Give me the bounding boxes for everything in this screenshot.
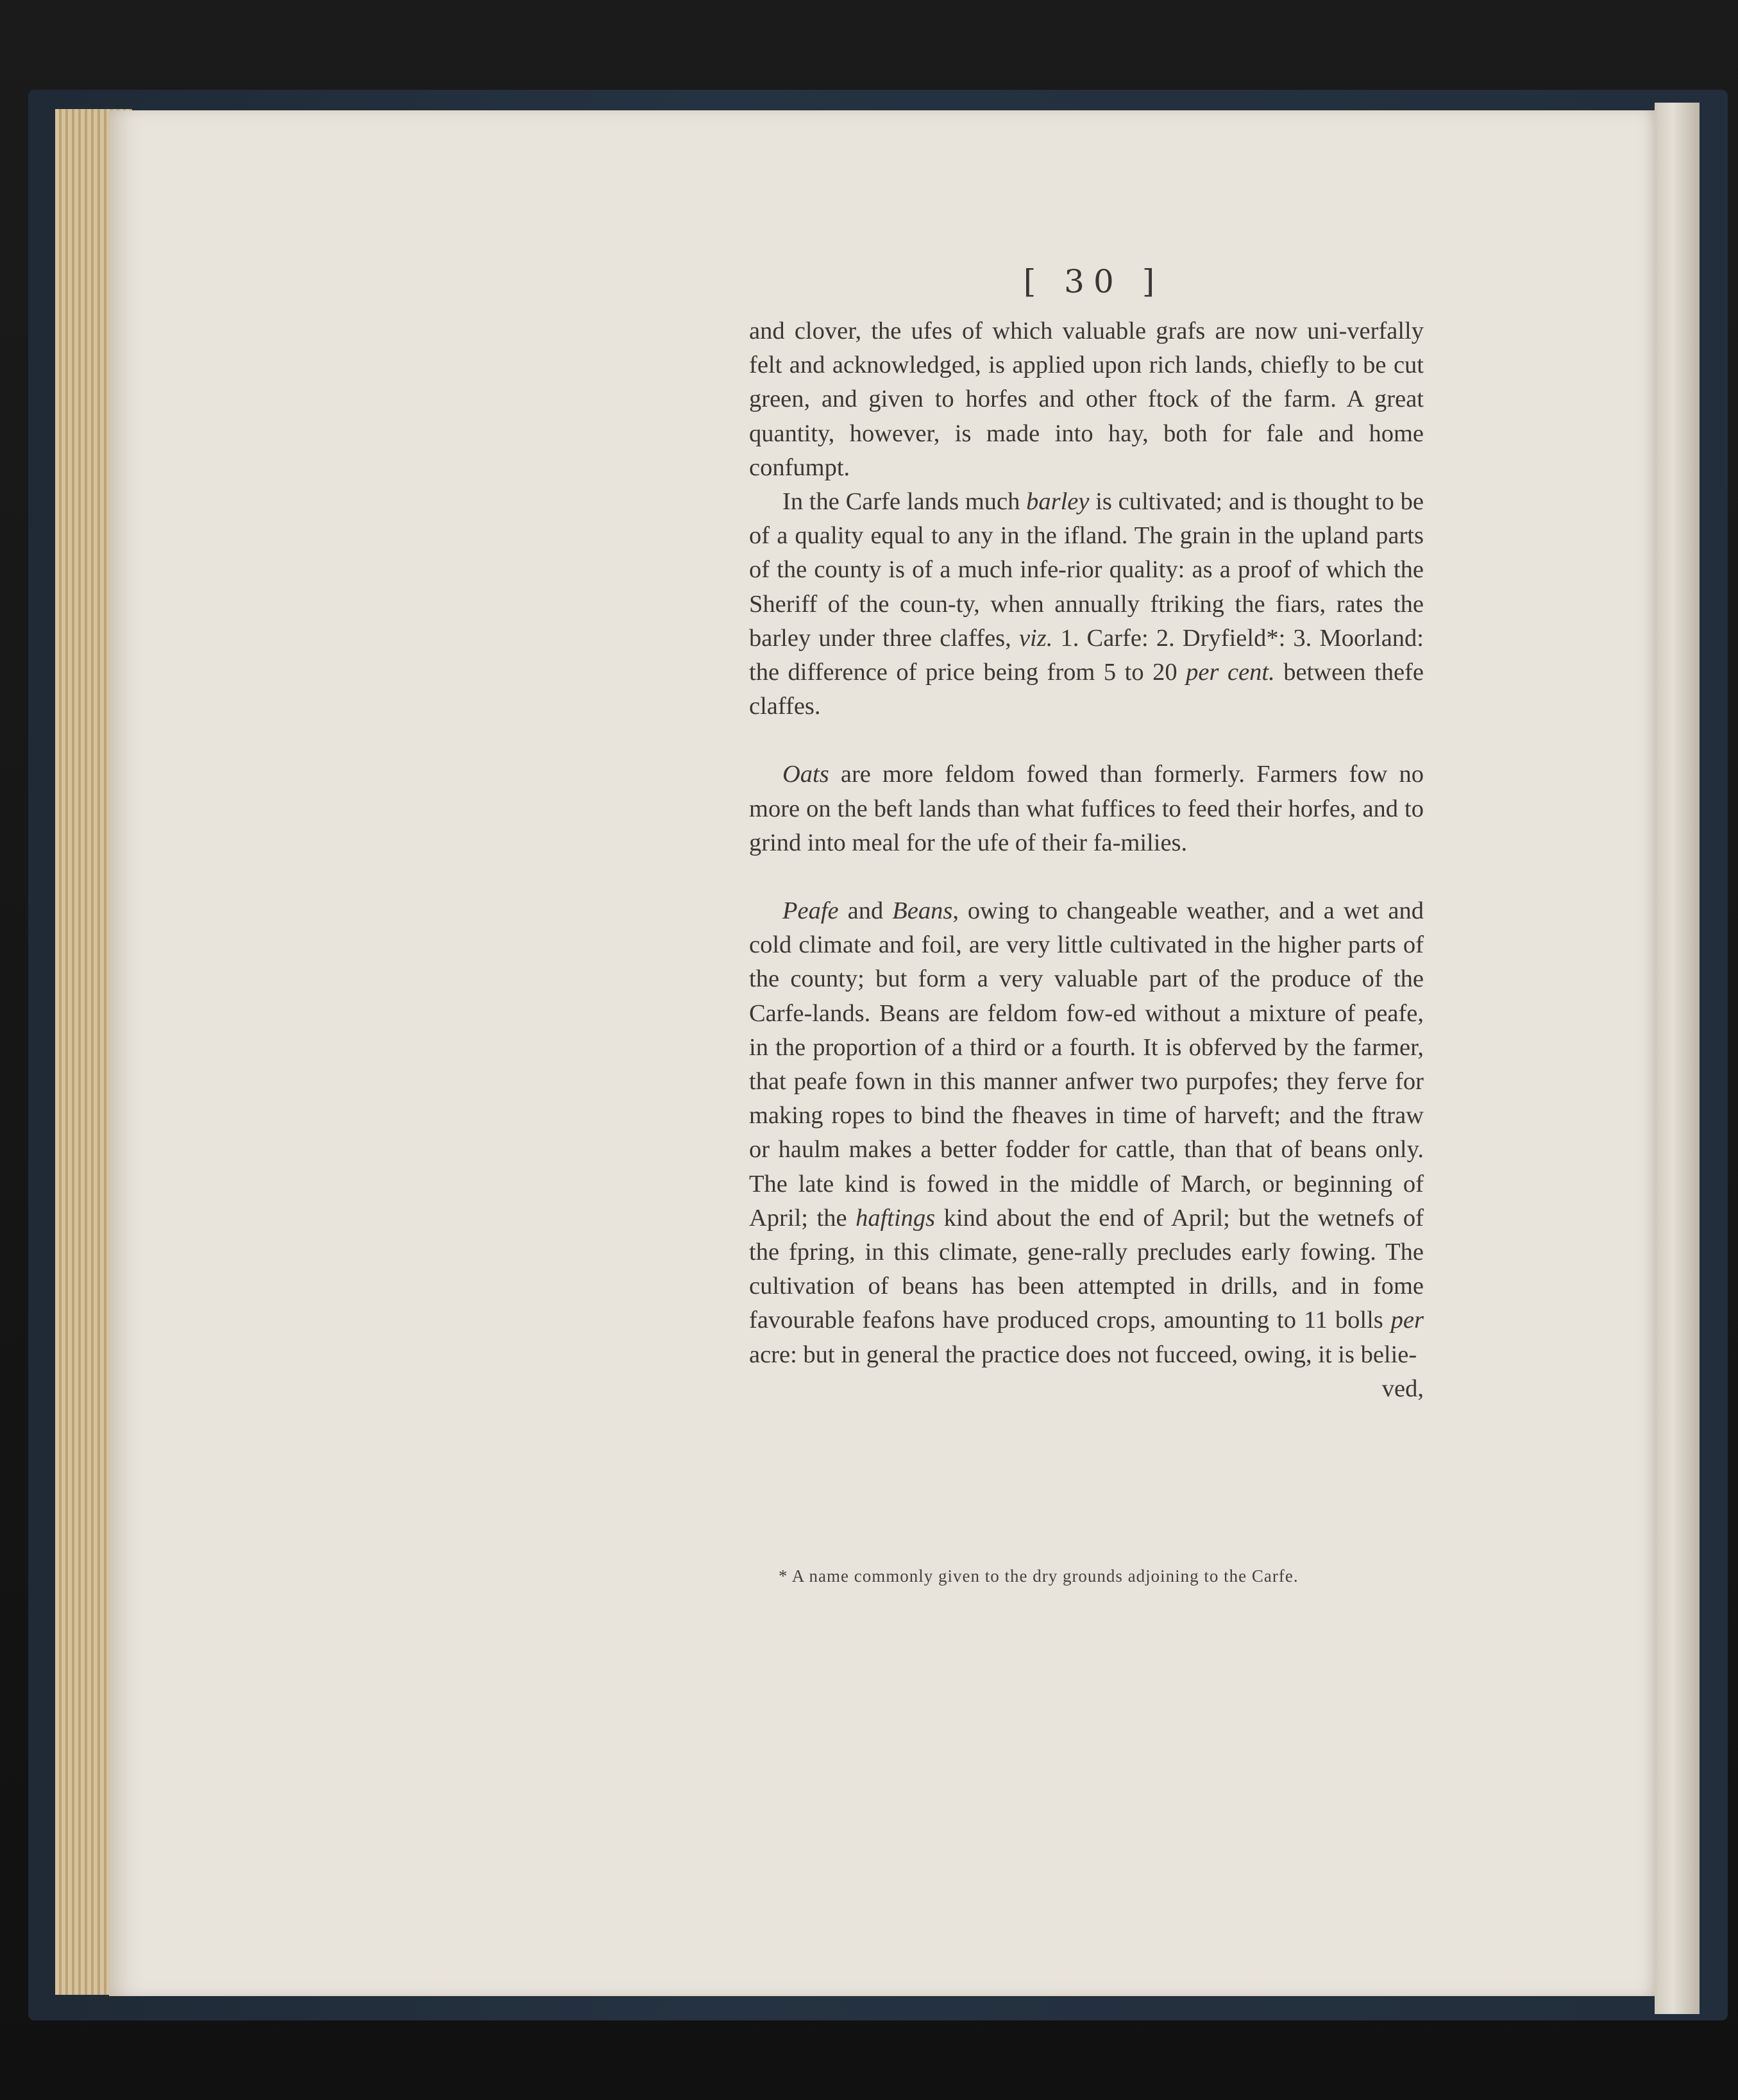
text-run: is cultivated; and is thought to be of a quality equal to any in the ifland. The grain in the upland parts of the county is of a much infe-rior quality: as a proof of which the Sheriff of the coun-ty, when annually ftriking the fiars, rates the barley under three claffes, [749, 488, 1424, 652]
italic-text: Beans [892, 897, 953, 925]
text-run: are more feldom fowed than formerly. Farmers fow no more on the beft lands than what fuffices to feed their horfes, and to grind into meal for the ufe of their fa-milies. [749, 761, 1424, 856]
paragraph [749, 894, 1424, 1372]
italic-text: Peafe [782, 897, 839, 925]
text-run: acre: but in general the practice does not fucceed, owing, it is belie- [749, 1341, 1417, 1368]
text-run: 1. Carfe: 2. Dryfield*: 3. Moorland: the difference of price being from 5 to 20 [749, 624, 1424, 686]
paragraph [749, 485, 1424, 724]
footnote: * A name commonly given to the dry grounds adjoining to the Carfe. [779, 1566, 1299, 1586]
italic-text: per cent. [1186, 659, 1275, 686]
text-run: and [838, 897, 893, 925]
catchword: ved, [1381, 1375, 1424, 1402]
paragraph-gap [749, 724, 1424, 758]
text-run: between thefe claffes. [749, 659, 1424, 720]
text-run: In the Carfe lands much [782, 488, 1027, 516]
body-text [749, 314, 1424, 1406]
text-run: and clover, the ufes of which valuable grafs are now uni-verfally felt and acknowledged, is applied upon rich lands, chiefly to be cut green, and given to horfes and other ftock of the farm. A great quantity, however, is made into hay, both for fale and home confumpt. [749, 318, 1424, 481]
italic-text: Oats [782, 761, 829, 788]
paragraph-gap [749, 860, 1424, 894]
paragraph [749, 314, 1424, 485]
text-run: kind about the end of April; but the wetnefs of the fpring, in this climate, gene-rally precludes early fowing. The cultivation of beans has been attempted in drills, and in fome favourable feafons have produced crops, amounting to 11 bolls [749, 1204, 1424, 1334]
italic-text: haftings [856, 1204, 936, 1232]
page-number: [ 30 ] [1023, 263, 1164, 300]
italic-text: per [1390, 1307, 1424, 1334]
italic-text: barley [1026, 488, 1090, 516]
text-run: , owing to changeable weather, and a wet and cold climate and foil, are very little cultivated in the higher parts of the county; but form a very valuable part of the produce of the Carfe-lands. Beans are feldom fow-ed without a mixture of peafe, in the proportion of a third or a fourth. It is obferved by the farmer, that peafe fown in this manner anfwer two purpofes; they ferve for making ropes to bind the fheaves in time of harveft; and the ftraw or haulm makes a better fodder for cattle, than that of beans only. The late kind is fowed in the middle of March, or beginning of April; the [749, 897, 1424, 1232]
facing-page-edge [1655, 103, 1700, 2014]
paragraph [749, 758, 1424, 860]
italic-text: viz. [1018, 624, 1053, 652]
